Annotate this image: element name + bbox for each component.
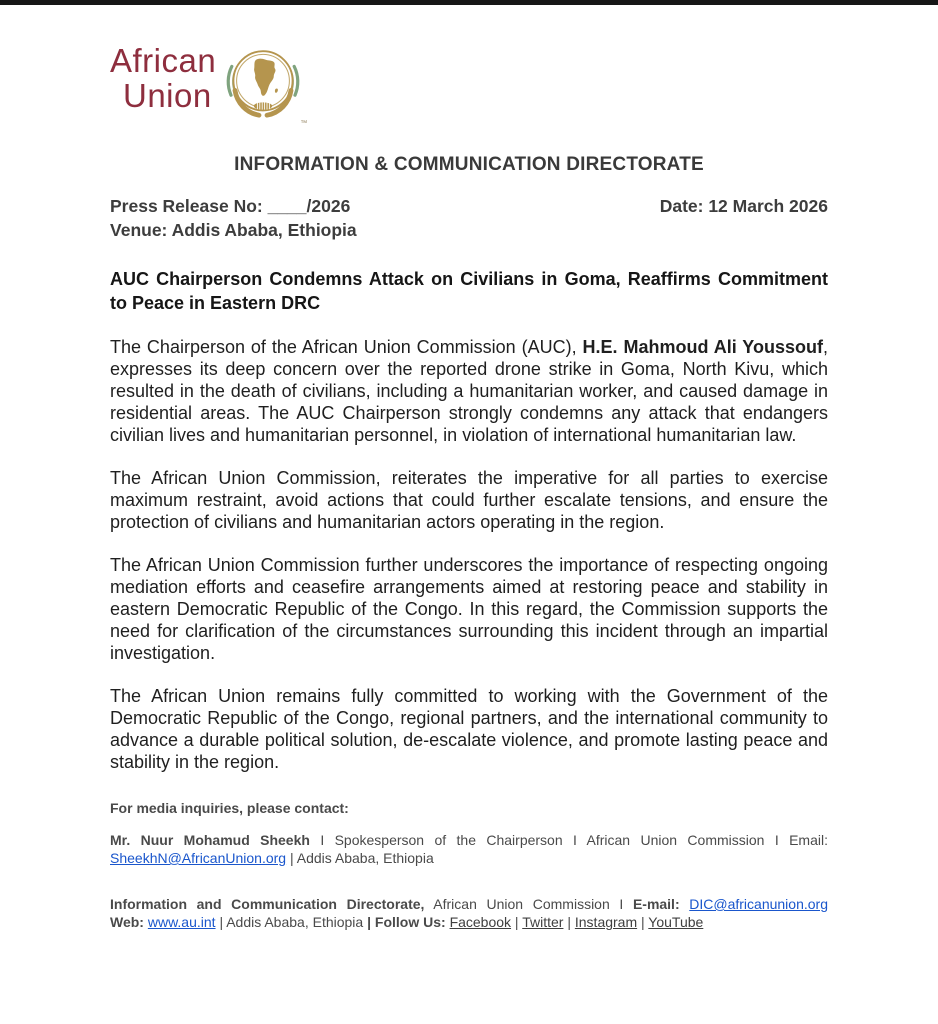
- logo-word-union: Union: [123, 77, 212, 114]
- text-segment-normal: , expresses its deep concern over the reported drone strike in Goma, North Kivu, which resulted in the death of civilians, including a humanitarian worker, and caused damage in residential areas. The AUC Chairperson strongly condemns any attack that endangers civilian lives and humanitarian personnel, in violation of international humanitarian law.: [110, 337, 828, 445]
- body-paragraph-4: [110, 685, 828, 773]
- press-release-date: Date: 12 March 2026: [659, 196, 828, 216]
- text-segment-normal: The African Union Commission further underscores the importance of respecting ongoing mediation efforts and ceasefire arrangements aimed at restoring peace and stability in eastern Democratic Republic of the Congo. In this regard, the Commission supports the need for clarification of the circumstances surrounding this incident through an impartial investigation.: [110, 555, 828, 663]
- text-segment-normal: I Spokesperson of the Chairperson I African Union Commission I Email:: [309, 832, 828, 848]
- body-paragraph-3: [110, 554, 828, 664]
- spokesperson-name: Mr. Nuur Mohamud Sheekh: [110, 832, 310, 848]
- text-segment-normal: The African Union remains fully committed to working with the Government of the Democratic Republic of the Congo, regional partners, and the international community to advance a durable political solution, de-escalate violence, and promote lasting peace and stability in the region.: [110, 686, 828, 772]
- logo-word-african: African: [110, 42, 217, 79]
- press-release-title: AUC Chairperson Condemns Attack on Civilians in Goma, Reaffirms Commitment to Peace in Eastern DRC: [110, 269, 828, 313]
- text-segment-normal: |: [637, 914, 649, 930]
- text-segment-bold: E-mail:: [632, 896, 690, 912]
- text-segment-normal: African Union Commission I: [424, 896, 633, 912]
- text-segment-normal: The African Union Commission, reiterates the imperative for all parties to exercise maximum restraint, avoid actions that could further escalate tensions, and ensure the protection of civilians and humanitarian actors operating in the region.: [110, 468, 828, 532]
- footer-web-social-line: [110, 913, 828, 931]
- footer-directorate-line: [110, 895, 828, 913]
- text-segment-normal: | Addis Ababa, Ethiopia: [215, 914, 368, 930]
- website-link[interactable]: www.au.int: [147, 914, 216, 930]
- dic-email-link[interactable]: DIC@africanunion.org: [689, 896, 828, 912]
- twitter-link[interactable]: Twitter: [522, 914, 564, 930]
- youtube-link[interactable]: YouTube: [648, 914, 704, 930]
- body-paragraph-1: [110, 336, 828, 446]
- document-body: [0, 43, 938, 931]
- footer: [110, 895, 828, 931]
- media-inquiries-heading: For media inquiries, please contact:: [110, 800, 349, 816]
- text-segment-normal: | Addis Ababa, Ethiopia: [286, 850, 434, 866]
- body-paragraph-2: [110, 467, 828, 533]
- instagram-link[interactable]: Instagram: [574, 914, 638, 930]
- press-release-number: Press Release No: ____/2026: [110, 196, 351, 216]
- media-contact-line: [110, 831, 828, 867]
- trademark-symbol: ™: [300, 120, 308, 127]
- african-union-emblem-icon: [223, 44, 308, 129]
- facebook-link[interactable]: Facebook: [449, 914, 512, 930]
- african-union-logo: [110, 43, 828, 129]
- text-segment-normal: |: [563, 914, 575, 930]
- text-segment-bold: Web:: [110, 914, 148, 930]
- top-border-bar: [0, 0, 938, 5]
- text-segment-bold: Information and Communication Directorate,: [110, 896, 425, 912]
- text-segment-bold: | Follow Us:: [367, 914, 450, 930]
- directorate-heading: INFORMATION & COMMUNICATION DIRECTORATE: [234, 154, 704, 175]
- text-segment-normal: The Chairperson of the African Union Commission (AUC),: [110, 337, 583, 357]
- press-release-venue: Venue: Addis Ababa, Ethiopia: [110, 220, 357, 240]
- press-release-meta: [110, 196, 828, 217]
- chairperson-name: H.E. Mahmoud Ali Youssouf: [582, 337, 823, 357]
- spokesperson-email-link[interactable]: SheekhN@AfricanUnion.org: [110, 850, 287, 866]
- text-segment-normal: |: [511, 914, 523, 930]
- logo-wordmark: [110, 43, 216, 113]
